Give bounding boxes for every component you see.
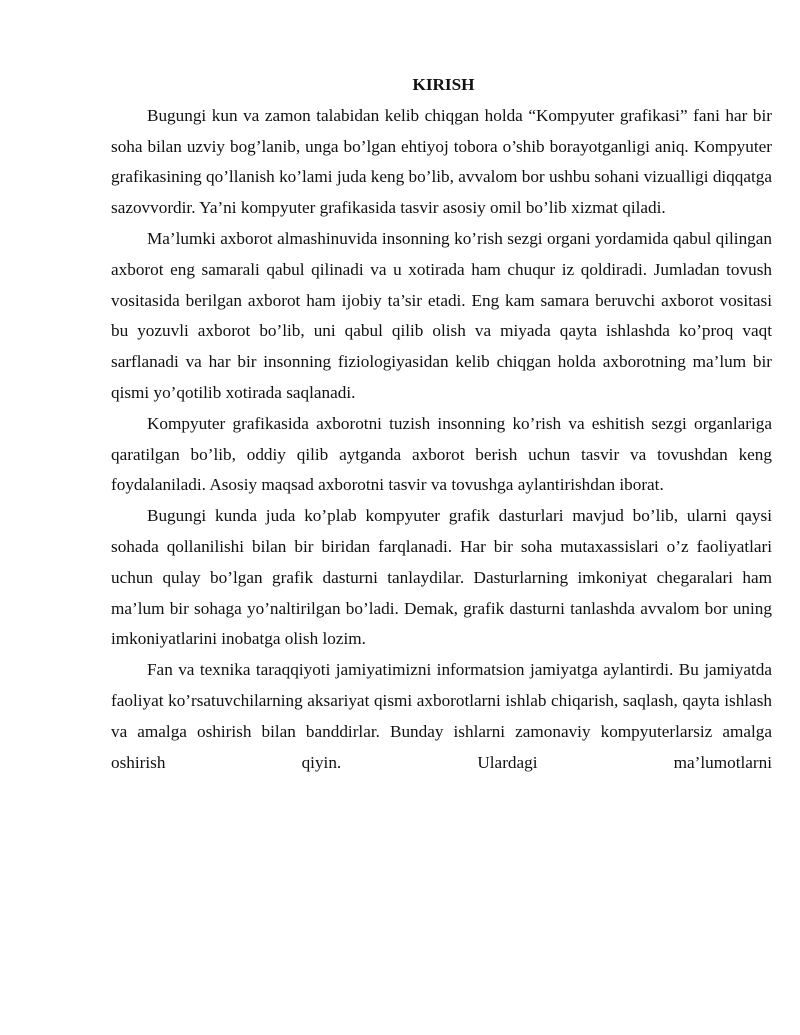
section-title: KIRISH	[412, 75, 475, 94]
paragraph-5: Fan va texnika taraqqiyoti jamiyatimizni informatsion jamiyatga aylantirdi. Bu jamiyatda faoliyat ko’rsatuvchilarning aksariyat qismi axborotlarni ishlab chiqarish, saqlash, qayta ishlash va amalga oshirish bilan banddirlar. Bunday ishlarni zamonaviy kompyuterlarsiz amalga oshirish qiyin. Ulardagi ma’lumotlarni	[111, 660, 772, 772]
paragraph-2: Ma’lumki axborot almashinuvida insonning ko’rish sezgi organi yordamida qabul qilingan axborot eng samarali qabul qilinadi va u xotirada ham chuqur iz qoldiradi. Jumladan tovush vositasida berilgan axborot ham ijobiy ta’sir etadi. Eng kam samara beruvchi axborot vositasi bu yozuvli axborot bo’lib, uni qabul qilib olish va miyada qayta ishlashda ko’proq vaqt sarflanadi va har bir insonning fiziologiyasidan kelib chiqgan holda axborotning ma’lum bir qismi yo’qotilib xotirada saqlanadi.	[111, 228, 772, 402]
paragraph-1: Bugungi kun va zamon talabidan kelib chiqgan holda “Kompyuter grafikasi” fani har bir soha bilan uzviy bog’lanib, unga bo’lgan ehtiyoj tobora o’shib borayotganligi aniq. Kompyuter grafikasining qo’llanish ko’lami juda keng bo’lib, avvalom bor ushbu sohani vizualligi diqqatga sazovvordir. Ya’ni kompyuter grafikasida tasvir asosiy omil bo’lib xizmat qiladi.	[111, 105, 772, 218]
paragraph-3: Kompyuter grafikasida axborotni tuzish insonning ko’rish va eshitish sezgi organlariga qaratilgan bo’lib, oddiy qilib aytganda axborot berish uchun tasvir va tovushdan keng foydalaniladi. Asosiy maqsad axborotni tasvir va tovushga aylantirishdan iborat.	[111, 413, 772, 495]
paragraph-4: Bugungi kunda juda ko’plab kompyuter grafik dasturlari mavjud bo’lib, ularni qaysi sohada qollanilishi bilan bir biridan farqlanadi. Har bir soha mutaxassislari o’z faoliyatlari uchun qulay bo’lgan grafik dasturni tanlaydilar. Dasturlarning imkoniyat chegaralari ham ma’lum bir sohaga yo’naltirilgan bo’ladi. Demak, grafik dasturni tanlashda avvalom bor uning imkoniyatlarini inobatga olish lozim.	[111, 506, 772, 649]
document-body	[111, 70, 772, 778]
